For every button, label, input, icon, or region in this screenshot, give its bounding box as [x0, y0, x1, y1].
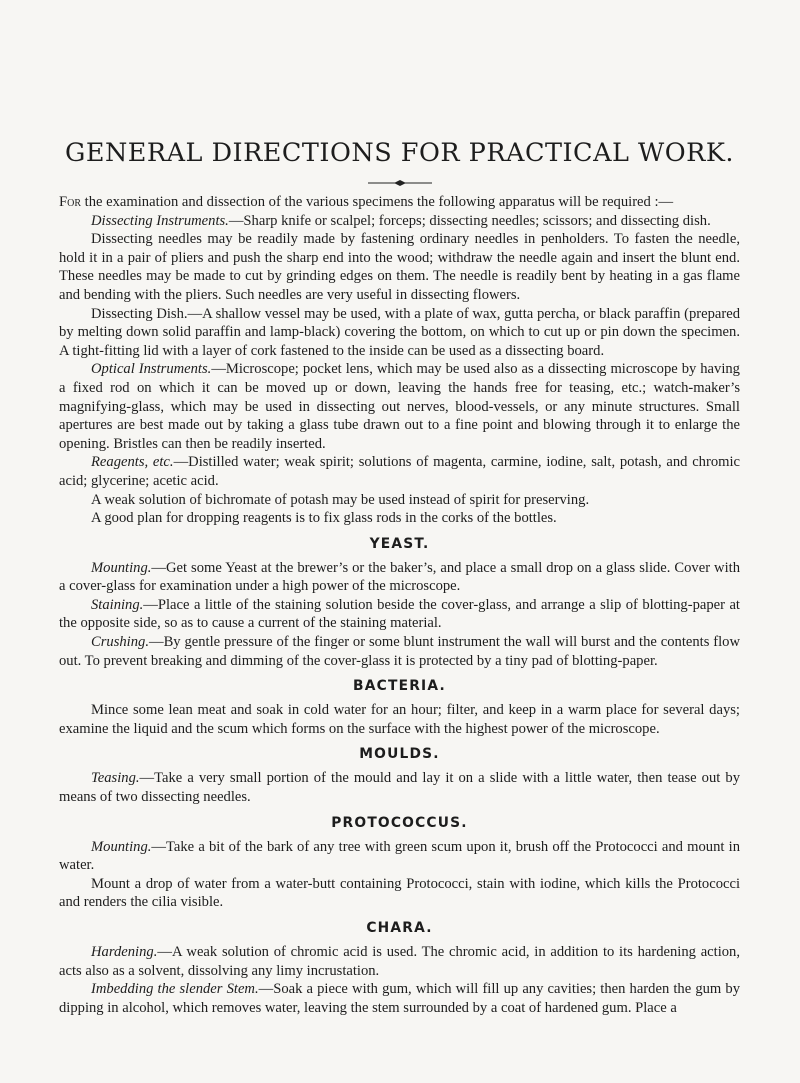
paragraph-text: A good plan for dropping reagents is to fix glass rods in the corks of the bottles. [91, 510, 557, 527]
paragraph-text: Dissecting needles may be readily made by fastening ordinary needles in penholders. To fasten the needle, hold it in a pair of pliers and push the sharp end into the wood; withdraw the needle again and insert the blunt end. These needles may be made to cut by grinding edges on them. The needle is readily bent by heating in a gas flame and bending with the pliers. Such needles are very useful in dissecting flowers. [59, 231, 740, 303]
paragraph [59, 875, 740, 912]
paragraph [59, 212, 740, 231]
paragraph [59, 701, 740, 738]
paragraph-lead: Mounting. [91, 559, 152, 576]
paragraph-lead: Imbedding the slender Stem. [91, 981, 259, 998]
paragraph-text: A weak solution of bichromate of potash may be used instead of spirit for preserving. [91, 491, 590, 508]
paragraph-text: Mount a drop of water from a water-butt containing Protococci, stain with iodine, which kills the Protococci and renders the cilia visible. [59, 875, 740, 911]
paragraph-text: —Microscope; pocket lens, which may be used also as a dissecting microscope by having a fixed rod on which it can be moved up or down, leaving the hands free for teasing, etc.; watch-maker’s magnifying-glass, which may be used in dissecting out nerves, blood-vessels, or any minute structures. Small apertures are best made out by taking a glass tube drawn out to a fine point and blowing through it to enlarge the opening. Bristles can then be readily inserted. [59, 361, 740, 452]
yeast-paragraphs [59, 559, 740, 671]
paragraph [59, 769, 740, 806]
divider-ornament [368, 179, 432, 187]
paragraph-lead: Teasing. [91, 770, 140, 787]
paragraph-lead: Reagents, etc. [91, 454, 174, 471]
paragraph-text: —A weak solution of chromic acid is used. The chromic acid, in addition to its hardening action, acts also as a solvent, dissolving any limy incrustation. [59, 944, 740, 979]
paragraph-lead: Hardening. [91, 944, 158, 960]
chara-section [59, 920, 740, 1017]
chara-paragraphs [59, 943, 740, 1017]
section-heading-chara: CHARA. [366, 920, 433, 936]
protococcus-paragraphs [59, 838, 740, 912]
paragraph-lead: Staining. [91, 596, 144, 613]
paragraph [59, 491, 740, 510]
paragraph-text: —Place a little of the staining solution beside the cover-glass, and arrange a slip of blotting-paper at the opposite side, so as to cause a current of the staining material. [59, 596, 740, 632]
page-title: GENERAL DIRECTIONS FOR PRACTICAL WORK. [65, 138, 734, 168]
paragraph [59, 559, 740, 596]
paragraph [59, 596, 740, 633]
paragraph [59, 980, 740, 1017]
paragraph [59, 509, 740, 528]
section-heading-moulds: MOULDS. [359, 746, 440, 763]
paragraph-text: Dissecting Dish.—A shallow vessel may be used, with a plate of wax, gutta percha, or black paraffin (prepared by melting down solid paraffin and lamp-black) covering the bottom, on which to cut up or pin down the specimen. A tight-fitting lid with a layer of cork fastened to the inside can be used as a dissecting board. [59, 305, 740, 359]
bacteria-section [59, 678, 740, 738]
intro-first-word: For [59, 194, 82, 210]
paragraph-text: Mince some lean meat and soak in cold water for an hour; filter, and keep in a warm place for several days; examine the liquid and the scum which forms on the surface with the highest power of the microscope. [59, 702, 740, 737]
paragraph [59, 305, 740, 361]
paragraph-text: —Take a very small portion of the mould and lay it on a slide with a little water, then tease out by means of two dissecting needles. [59, 770, 740, 806]
paragraph-text: —Take a bit of the bark of any tree with green scum upon it, brush off the Protococci and mount in water. [59, 838, 740, 874]
apparatus-section [59, 193, 740, 528]
yeast-section [59, 536, 740, 671]
intro-text: the examination and dissection of the various specimens the following apparatus will be required :— [81, 194, 674, 210]
section-heading-protococcus: PROTOCOCCUS. [331, 814, 468, 831]
paragraph [59, 838, 740, 875]
bacteria-paragraphs [59, 701, 740, 738]
paragraph-lead: Crushing. [91, 634, 149, 651]
paragraph-text: —Sharp knife or scalpel; forceps; dissecting needles; scissors; and dissecting dish. [228, 212, 711, 229]
section-heading-bacteria: BACTERIA. [353, 678, 446, 695]
paragraph-text: —Distilled water; weak spirit; solutions of magenta, carmine, iodine, salt, potash, and chromic acid; glycerine; acetic acid. [59, 454, 741, 489]
paragraph [59, 453, 740, 490]
paragraph-lead: Dissecting Instruments. [91, 212, 229, 229]
paragraph-lead: Optical Instruments. [91, 361, 212, 378]
protococcus-section [59, 815, 740, 912]
paragraph-text: —Soak a piece with gum, which will fill up any cavities; then harden the gum by dipping in alcohol, which removes water, leaving the stem surrounded by a coat of hardened gum. Place a [59, 981, 740, 1016]
paragraph-text: —Get some Yeast at the brewer’s or the baker’s, and place a small drop on a glass slide. Cover with a cover-glass for examination under a high power of the microscope. [59, 559, 740, 595]
moulds-paragraphs [59, 769, 740, 806]
paragraph [59, 230, 740, 304]
paragraph [59, 943, 740, 980]
moulds-section [59, 746, 740, 806]
paragraph-lead: Mounting. [91, 838, 152, 855]
paragraph [59, 633, 740, 670]
apparatus-paragraphs [59, 212, 740, 528]
section-heading-yeast: YEAST. [369, 535, 430, 552]
intro-paragraph [59, 193, 740, 212]
paragraph-text: —By gentle pressure of the finger or some blunt instrument the wall will burst and the contents flow out. To prevent breaking and dimming of the cover-glass it is protected by a tiny pad of blotting-paper. [59, 634, 740, 669]
paragraph [59, 360, 740, 453]
